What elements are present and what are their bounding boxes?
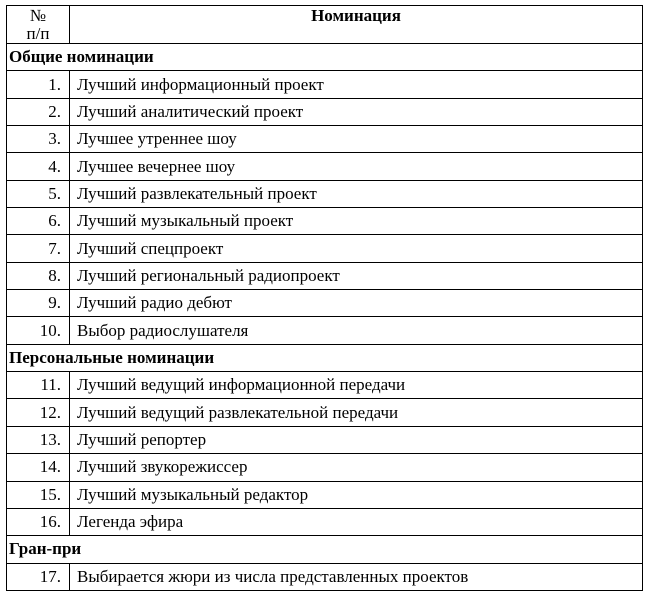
nomination-name: Выбирается жюри из числа представленных проектов [70, 563, 643, 590]
section-row [7, 536, 643, 563]
table-row [7, 126, 643, 153]
table-header-row [7, 6, 643, 44]
nomination-name: Лучший музыкальный проект [70, 208, 643, 235]
nomination-number: 5. [7, 180, 70, 207]
nomination-number: 12. [7, 399, 70, 426]
table-row [7, 426, 643, 453]
nomination-number: 15. [7, 481, 70, 508]
table-row [7, 372, 643, 399]
table-body [7, 44, 643, 591]
nomination-number: 11. [7, 372, 70, 399]
nomination-number: 14. [7, 454, 70, 481]
nomination-number: 2. [7, 98, 70, 125]
nomination-name: Лучший аналитический проект [70, 98, 643, 125]
table-row [7, 235, 643, 262]
nomination-name: Легенда эфира [70, 508, 643, 535]
table-row [7, 98, 643, 125]
nomination-name: Выбор радиослушателя [70, 317, 643, 344]
table-row [7, 508, 643, 535]
nominations-table [6, 5, 643, 591]
table-row [7, 153, 643, 180]
nomination-column-header: Номинация [70, 6, 643, 44]
nomination-name: Лучший ведущий развлекательной передачи [70, 399, 643, 426]
nomination-number: 3. [7, 126, 70, 153]
table-row [7, 290, 643, 317]
nomination-name: Лучший ведущий информационной передачи [70, 372, 643, 399]
table-row [7, 563, 643, 590]
nomination-number: 17. [7, 563, 70, 590]
nomination-name: Лучшее вечернее шоу [70, 153, 643, 180]
nomination-number: 7. [7, 235, 70, 262]
nomination-name: Лучший звукорежиссер [70, 454, 643, 481]
nomination-number: 10. [7, 317, 70, 344]
section-title: Общие номинации [7, 44, 643, 71]
nomination-number: 16. [7, 508, 70, 535]
table-row [7, 454, 643, 481]
table-row [7, 481, 643, 508]
nomination-name: Лучший развлекательный проект [70, 180, 643, 207]
section-title: Гран-при [7, 536, 643, 563]
nomination-name: Лучший информационный проект [70, 71, 643, 98]
number-header-line2: п/п [26, 24, 50, 43]
number-column-header [7, 6, 70, 44]
nomination-number: 4. [7, 153, 70, 180]
section-row [7, 44, 643, 71]
nomination-name: Лучшее утреннее шоу [70, 126, 643, 153]
table-row [7, 317, 643, 344]
section-row [7, 344, 643, 371]
nomination-number: 1. [7, 71, 70, 98]
nomination-number: 9. [7, 290, 70, 317]
table-row [7, 399, 643, 426]
nomination-number: 8. [7, 262, 70, 289]
nomination-name: Лучший региональный радиопроект [70, 262, 643, 289]
section-title: Персональные номинации [7, 344, 643, 371]
table-row [7, 208, 643, 235]
table-row [7, 262, 643, 289]
nomination-number: 6. [7, 208, 70, 235]
nomination-name: Лучший репортер [70, 426, 643, 453]
nomination-name: Лучший музыкальный редактор [70, 481, 643, 508]
nomination-name: Лучший спецпроект [70, 235, 643, 262]
nomination-name: Лучший радио дебют [70, 290, 643, 317]
number-header-line1: № [29, 6, 47, 25]
nomination-number: 13. [7, 426, 70, 453]
table-row [7, 180, 643, 207]
table-row [7, 71, 643, 98]
nominations-table-wrapper [6, 5, 643, 591]
